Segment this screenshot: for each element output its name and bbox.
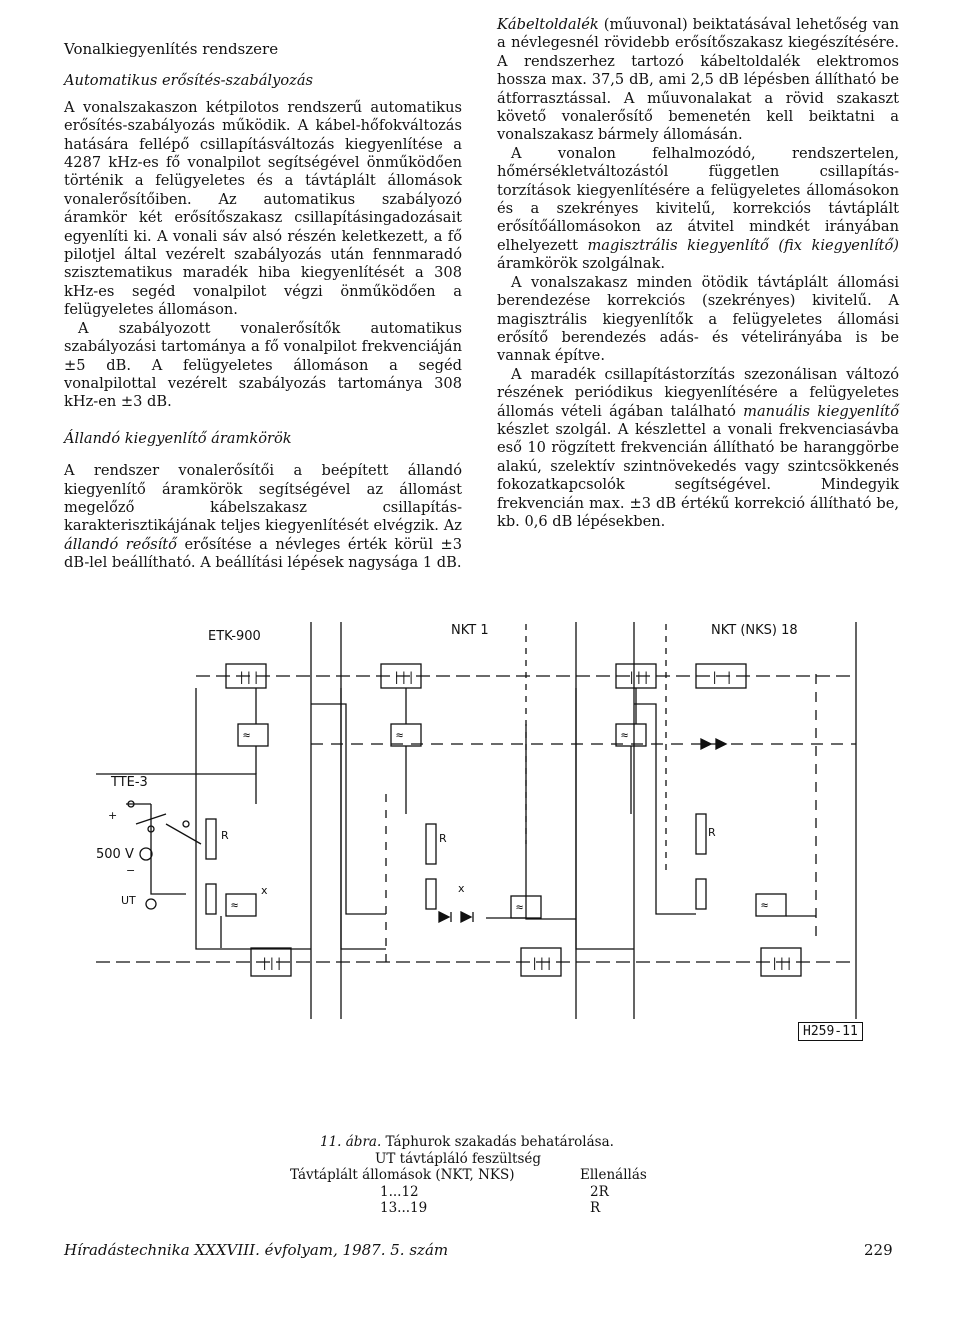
left-column [64, 40, 462, 573]
svg-text:|||: ||| [628, 670, 650, 684]
svg-text:|||: ||| [771, 956, 793, 970]
label-500v: 500 V [96, 847, 134, 862]
italic-term: magisztrális kiegyenlítő (fix kiegyenlítő) [587, 236, 899, 254]
right-column [497, 16, 899, 531]
svg-text:≈: ≈ [231, 898, 239, 912]
label-plus: + [108, 809, 118, 822]
paragraph-magistral [497, 145, 899, 274]
svg-text:≈: ≈ [396, 728, 404, 742]
journal-footer: Híradástechnika XXXVIII. évfolyam, 1987. 5. szám [64, 1241, 449, 1259]
paragraph-fixed-equalizer [64, 462, 462, 572]
label-etk: ETK-900 [208, 629, 261, 644]
text-run: (műuvonal) beiktatásával lehetőség van a névlegesnél rövidebb erősítőszakasz kiegészítésére. A rendszerhez tartozó kábeltoldalék elektromos hossza max. 37,5 dB, ami 2,5 dB lépésben állítható be átforrasztással. A műuvonalakat a rövid szakaszt követő vonalerősítő bemenetén kell beiktatni a vonalszakasz bármely állomásán. [497, 16, 899, 144]
text-run: készlet szolgál. A készlettel a vonali frekvenciasávba eső 10 rögzített frekvencián állítható be haranggörbe alakú, szelektív szintnövekedés vagy szintcsökkenés fokozatkapcsolók segítségével. Mindegyik frekvencián max. ±3 dB értékű korrekció állítható be, kb. 0,6 dB lépésekben. [497, 420, 899, 530]
paragraph-cable-extension [497, 16, 899, 145]
cell-stations: 1...12 [380, 1183, 419, 1200]
label-r-3: R [708, 826, 716, 839]
figure-id-box: H259-11 [798, 1022, 863, 1041]
label-nks: NKT (NKS) 18 [711, 623, 798, 638]
italic-term: állandó reősítő [64, 535, 177, 553]
section-title: Vonalkiegyenlítés rendszere [64, 40, 279, 58]
italic-term: Kábeltoldalék [497, 16, 599, 33]
caption-text: Táphurok szakadás behatárolása. [381, 1134, 614, 1150]
svg-text:|||: ||| [261, 956, 283, 970]
label-ut: UT [121, 894, 136, 907]
text-run: A rendszer vonalerősítői a beépített állandó kiegyenlítő áramkörök segítségével az állomást megelőző kábelszakasz csillapítás-karakterisztikájának teljes kiegyenlítését elvégzik. Az [64, 462, 462, 535]
cell-stations: 13...19 [380, 1200, 428, 1216]
text-run: áramkörök szolgálnak. [497, 255, 666, 273]
label-r-2: R [439, 832, 447, 845]
caption-title [290, 1134, 710, 1151]
paragraph-correction-station: A vonalszakasz minden ötödik távtáplált állomási berendezése korrekciós (szekrényes) kivitelű. A magisztrális kiegyenlítők a felügyeletes állomási erősítő berendezés adás- és vételirányába is be vannak építve. [497, 273, 899, 365]
svg-text:≈: ≈ [516, 900, 524, 914]
text-run: erősítése a névleges érték körül ±3 dB-lel beállítható. A beállítási lépések nagysága 1 dB. [64, 535, 462, 572]
italic-term: manuális kiegyenlítő [743, 402, 899, 420]
header-resistance: Ellenállás [580, 1167, 647, 1183]
label-x-2: x [458, 882, 465, 895]
paragraph-automatic-1: A vonalszakaszon kétpilotos rendszerű automatikus erősítés-szabályozás működik. A kábel-hőfokváltozás hatására fellépő csillapításváltozás kiegyenlítése a 4287 kHz-es fő vonalpilot segítségével önműködően történik a felügyeletes és a távtáplált állomások vonalerősítőiben. Az automatikus szabályozó áramkör két erősítőszakasz csillapításingadozásait egyenlíti ki. A vonali sáv alsó részén keletkezett, a fő pilotjel által vezérelt szabályozás után fennmaradó szisztematikus maradék hiba kiegyenlítését a 308 kHz-es segéd vonalpilot végzi önműködően a felügyeletes állomáson. [64, 98, 462, 319]
label-x-1: x [261, 884, 268, 897]
subheading-automatic-gain: Automatikus erősítés-szabályozás [64, 72, 314, 90]
svg-text:≈: ≈ [761, 898, 769, 912]
caption-table-row [290, 1200, 710, 1217]
svg-text:|||: ||| [238, 670, 260, 684]
caption-table-row [290, 1184, 710, 1201]
power-loop-circuit-diagram [56, 614, 876, 1044]
text-run: A vonalon felhalmozódó, rendszertelen, hőmérsékletváltozástól független csillapítás-torzítások kiegyenlítésére a felügyeletes állomásokon és a szekrényes kivitelű, korrekciós távtáplált erősítőállomásokon az átvitel mindkét irányában elhelyezett [497, 144, 899, 254]
svg-text:|||: ||| [531, 956, 553, 970]
cell-resistance: 2R [590, 1183, 609, 1200]
caption-ut-line: UT távtápláló feszültség [375, 1150, 542, 1167]
cell-resistance: R [590, 1200, 601, 1216]
text-run: A maradék csillapítástorzítás szezonálisan változó részének periódikus kiegyenlítésére a felügyeletes állomás vételi ágában található [497, 365, 899, 420]
caption-number: 11. ábra. [320, 1134, 382, 1150]
label-minus: − [126, 864, 136, 877]
paragraph-automatic-2: A szabályozott vonalerősítők automatikus szabályozási tartománya a fő vonalpilot frekvenciáján ±5 dB. A felügyeletes állomáson a segéd vonalpilottal vezérelt szabályozás tartománya 308 kHz-en ±3 dB. [64, 319, 462, 411]
paragraph-manual-equalizer [497, 366, 899, 532]
svg-text:|||: ||| [393, 670, 415, 684]
svg-text:≈: ≈ [243, 728, 251, 742]
svg-text:| |: | | [711, 670, 733, 684]
page-number: 229 [864, 1241, 893, 1259]
svg-text:≈: ≈ [621, 728, 629, 742]
label-r-1: R [221, 829, 229, 842]
subheading-fixed-equalizer: Állandó kiegyenlítő áramkörök [64, 429, 292, 447]
label-nkt: NKT 1 [451, 623, 489, 638]
caption-table-header [290, 1167, 710, 1184]
label-tte: TTE-3 [111, 775, 148, 790]
header-stations: Távtáplált állomások (NKT, NKS) [290, 1167, 515, 1183]
figure-caption [290, 1134, 710, 1217]
